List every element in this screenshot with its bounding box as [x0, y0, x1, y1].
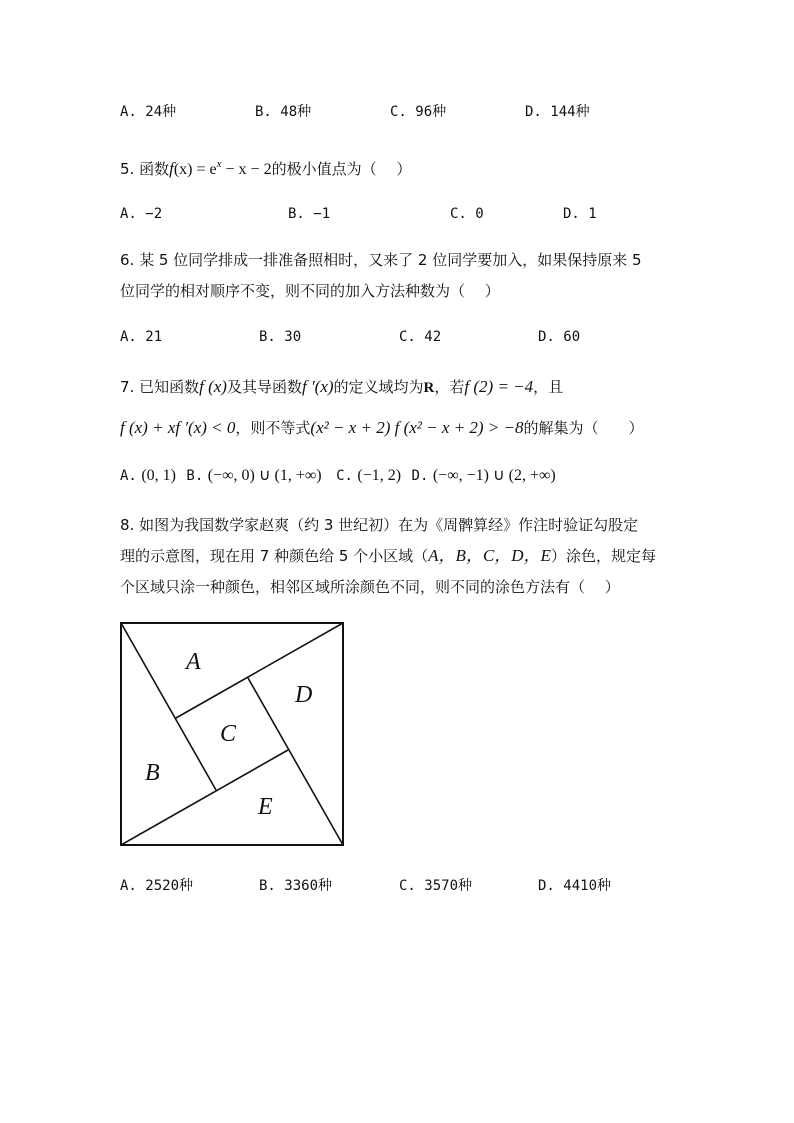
q4-option-a-text: A. 24 [120, 104, 163, 120]
q7-option-d-label: D. [411, 468, 429, 484]
q7-options [120, 466, 556, 486]
q4-option-c-text: C. 96 [390, 104, 433, 120]
q7-option-d-value: (−∞, −1) ∪ (2, +∞) [432, 467, 556, 484]
q5-formula-rest: − x − 2 [221, 161, 272, 178]
q8-option-a-unit: 种 [179, 878, 194, 894]
figure-label-d: D [295, 682, 313, 708]
q8-option-a-text: A. 2520 [120, 878, 180, 894]
q7-line2-mid: ，则不等式 [235, 419, 311, 437]
q4-option-d-text: D. 144 [525, 104, 576, 120]
q7-option-a-label: A. [120, 468, 137, 484]
q6-option-d: D. 60 [538, 329, 581, 345]
q4-option-c-unit: 种 [432, 104, 447, 120]
q6-line2: 位同学的相对顺序不变，则不同的加入方法种数为（ ） [120, 282, 500, 300]
q8-option-a [120, 876, 193, 896]
q8-line2 [120, 546, 656, 566]
q8-line2-regions: A，B，C，D，E [428, 546, 551, 565]
q8-option-c [399, 876, 472, 896]
q7-number: 7. [120, 378, 135, 396]
q5-pre: 函数 [139, 160, 170, 178]
q6-line1: 6. 某 5 位同学排成一排准备照相时，又来了 2 位同学要加入，如果保持原来 5 [120, 251, 642, 269]
figure-label-a: A [186, 649, 201, 675]
q5-option-a: A. −2 [120, 206, 163, 222]
q4-option-d-unit: 种 [575, 104, 590, 120]
q8-option-d [538, 876, 611, 896]
pythagoras-figure [120, 622, 346, 848]
q7-option-b-label: B. [186, 468, 204, 484]
figure-label-e: E [258, 794, 273, 820]
q8-option-c-unit: 种 [458, 878, 473, 894]
q7-option-c-label: C. [336, 468, 353, 484]
q5-formula-x: (x) [173, 161, 193, 178]
q5-formula-sup: x [216, 158, 222, 170]
q6-option-a: A. 21 [120, 329, 163, 345]
q8-option-b-unit: 种 [318, 878, 333, 894]
q8-line3: 个区域只涂一种颜色，相邻区域所涂颜色不同，则不同的涂色方法有（ ） [120, 578, 620, 596]
q7-f: f (x) [199, 377, 227, 396]
q5-stem [120, 154, 411, 180]
q5-option-b: B. −1 [288, 206, 331, 222]
q5-formula-eq: = e [192, 161, 217, 178]
q7-line2-post: 的解集为（ ） [523, 419, 644, 437]
q8-line2-pre: 理的示意图，现在用 7 种颜色给 5 个小区域（ [120, 547, 429, 565]
q7-mid3: ，若 [434, 378, 465, 396]
q7-line1 [120, 377, 563, 398]
q5-option-d: D. 1 [563, 206, 597, 222]
q8-option-b [259, 876, 332, 896]
q7-mid1: 及其导函数 [226, 378, 302, 396]
q7-line2-math: f (x) + xf ′(x) < 0 [120, 418, 236, 437]
figure-label-c: C [220, 721, 237, 747]
q8-line1: 8. 如图为我国数学家赵爽（约 3 世纪初）在为《周髀算经》作注时验证勾股定 [120, 516, 639, 534]
figure-label-b: B [145, 760, 160, 786]
q5-post: 的极小值点为（ ） [271, 160, 412, 178]
q8-option-b-text: B. 3360 [259, 878, 319, 894]
q7-line2 [120, 418, 644, 438]
q7-option-b-value: (−∞, 0) ∪ (1, +∞) [207, 467, 322, 484]
q6-option-b: B. 30 [259, 329, 302, 345]
q7-fprime: f ′(x) [301, 377, 334, 396]
q7-option-c-value: (−1, 2) [357, 467, 402, 484]
q6-option-c: C. 42 [399, 329, 442, 345]
q7-R: R [423, 380, 435, 396]
q8-option-c-text: C. 3570 [399, 878, 459, 894]
q8-line2-post: ）涂色，规定每 [550, 547, 656, 565]
q5-formula-f: f [169, 159, 174, 178]
figure-line-2 [176, 623, 343, 718]
q8-option-d-text: D. 4410 [538, 878, 598, 894]
q7-cond: f (2) = −4 [464, 377, 534, 396]
q4-option-a [120, 102, 176, 122]
q4-option-b-unit: 种 [297, 104, 312, 120]
q7-mid4: ，且 [533, 378, 564, 396]
q4-option-d [525, 102, 590, 122]
q5-number: 5. [120, 160, 135, 178]
q4-option-b-text: B. 48 [255, 104, 298, 120]
q7-pre: 已知函数 [139, 378, 200, 396]
figure-line-1 [121, 623, 216, 790]
q4-option-b [255, 102, 311, 122]
q4-option-a-unit: 种 [162, 104, 177, 120]
q7-line2-ineq: (x² − x + 2) f (x² − x + 2) > −8 [310, 418, 524, 437]
q5-option-c: C. 0 [450, 206, 484, 222]
q7-mid2: 的定义域均为 [333, 378, 424, 396]
q8-option-d-unit: 种 [597, 878, 612, 894]
q4-option-c [390, 102, 446, 122]
q7-option-a-value: (0, 1) [141, 467, 176, 484]
